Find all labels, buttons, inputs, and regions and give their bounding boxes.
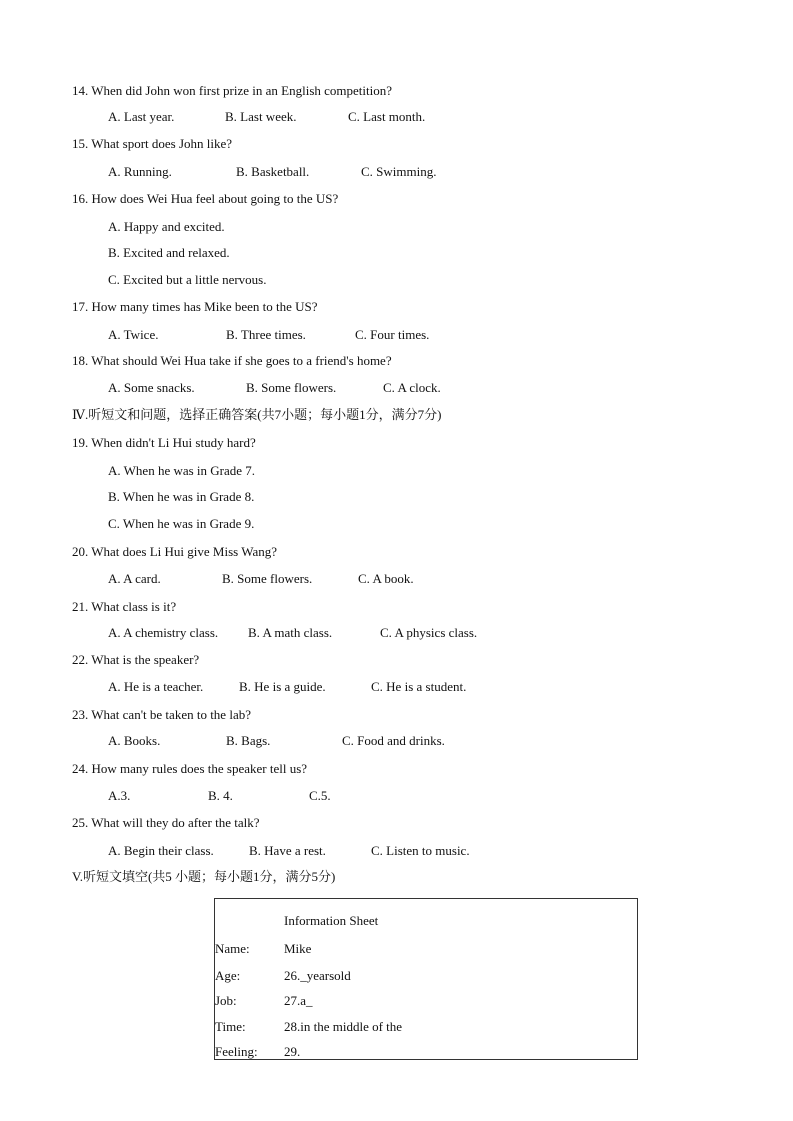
question-14-option-a: A. Last year. <box>108 109 175 124</box>
question-21-option-c: C. A physics class. <box>380 625 478 640</box>
question-16-stem: 16. How does Wei Hua feel about going to the US? <box>72 191 339 206</box>
question-14-option-b: B. Last week. <box>225 109 297 124</box>
question-22-option-b: B. He is a guide. <box>239 679 326 694</box>
info-label-time: Time: <box>215 1019 246 1034</box>
question-14-option-c: C. Last month. <box>348 109 426 124</box>
info-label-name: Name: <box>215 941 250 956</box>
question-20-stem: 20. What does Li Hui give Miss Wang? <box>72 544 278 559</box>
information-sheet-title: Information Sheet <box>284 913 379 928</box>
question-18-stem: 18. What should Wei Hua take if she goes to a friend's home? <box>72 353 392 368</box>
info-label-age: Age: <box>215 968 241 983</box>
question-20-option-c: C. A book. <box>358 571 414 586</box>
question-15-stem: 15. What sport does John like? <box>72 136 233 151</box>
question-19-option-b: B. When he was in Grade 8. <box>108 489 255 504</box>
question-22-option-a: A. He is a teacher. <box>108 679 204 694</box>
question-22-option-c: C. He is a student. <box>371 679 467 694</box>
question-15-option-a: A. Running. <box>108 164 172 179</box>
question-20-option-b: B. Some flowers. <box>222 571 313 586</box>
question-18-option-c: C. A clock. <box>383 380 441 395</box>
info-value-job: 27.a_ <box>284 993 313 1008</box>
question-18-option-a: A. Some snacks. <box>108 380 195 395</box>
info-value-feeling: 29. <box>284 1044 301 1059</box>
question-19-stem: 19. When didn't Li Hui study hard? <box>72 435 256 450</box>
question-16-option-b: B. Excited and relaxed. <box>108 245 230 260</box>
question-25-option-c: C. Listen to music. <box>371 843 470 858</box>
question-17-option-a: A. Twice. <box>108 327 159 342</box>
information-sheet <box>214 898 638 1060</box>
question-18-option-b: B. Some flowers. <box>246 380 337 395</box>
question-25-option-a: A. Begin their class. <box>108 843 214 858</box>
info-value-name: Mike <box>284 941 312 956</box>
question-17-option-c: C. Four times. <box>355 327 430 342</box>
question-24-option-b: B. 4. <box>208 788 233 803</box>
question-24-stem: 24. How many rules does the speaker tell us? <box>72 761 308 776</box>
question-14-stem: 14. When did John won first prize in an English competition? <box>72 83 393 98</box>
question-23-stem: 23. What can't be taken to the lab? <box>72 707 251 722</box>
question-16-option-a: A. Happy and excited. <box>108 219 225 234</box>
question-21-option-a: A. A chemistry class. <box>108 625 219 640</box>
question-15-option-b: B. Basketball. <box>236 164 310 179</box>
info-value-time: 28.in the middle of the <box>284 1019 403 1034</box>
question-15-option-c: C. Swimming. <box>361 164 437 179</box>
question-16-option-c: C. Excited but a little nervous. <box>108 272 267 287</box>
question-21-option-b: B. A math class. <box>248 625 333 640</box>
question-23-option-b: B. Bags. <box>226 733 271 748</box>
info-value-age: 26._yearsold <box>284 968 351 983</box>
info-label-feeling: Feeling: <box>215 1044 258 1059</box>
question-20-option-a: A. A card. <box>108 571 161 586</box>
info-label-job: Job: <box>215 993 237 1008</box>
question-17-option-b: B. Three times. <box>226 327 306 342</box>
section-iv-heading: Ⅳ.听短文和问题，选择正确答案(共7小题；每小题1分，满分7分) <box>72 407 442 422</box>
question-24-option-a: A.3. <box>108 788 131 803</box>
question-17-stem: 17. How many times has Mike been to the US? <box>72 299 318 314</box>
question-24-option-c: C.5. <box>309 788 331 803</box>
question-21-stem: 21. What class is it? <box>72 599 177 614</box>
question-25-option-b: B. Have a rest. <box>249 843 326 858</box>
question-23-option-c: C. Food and drinks. <box>342 733 445 748</box>
question-19-option-a: A. When he was in Grade 7. <box>108 463 256 478</box>
question-19-option-c: C. When he was in Grade 9. <box>108 516 255 531</box>
section-v-heading: V.听短文填空(共5 小题；每小题1分，满分5分) <box>72 869 336 884</box>
question-23-option-a: A. Books. <box>108 733 161 748</box>
question-22-stem: 22. What is the speaker? <box>72 652 200 667</box>
question-25-stem: 25. What will they do after the talk? <box>72 815 260 830</box>
